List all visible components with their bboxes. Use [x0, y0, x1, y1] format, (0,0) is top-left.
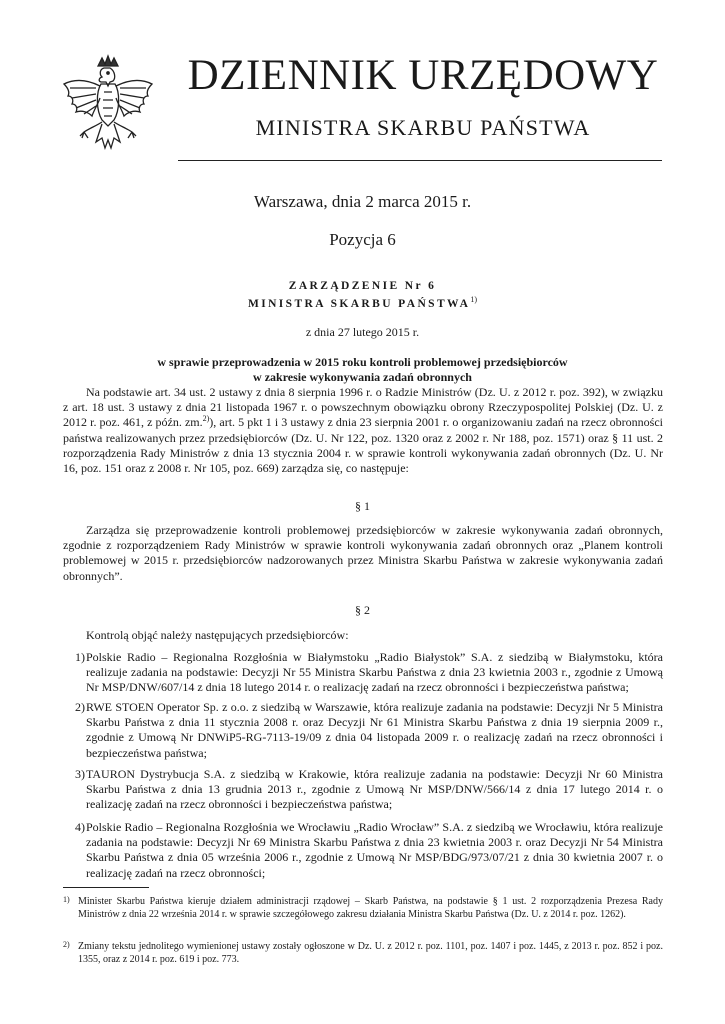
header-divider: [178, 160, 662, 161]
publication-place-date: Warszawa, dnia 2 marca 2015 r.: [253, 192, 472, 211]
list-item-text: RWE STOEN Operator Sp. z o.o. z siedzibą w Warszawie, która realizuje zadania na podstawie: Decyzji Nr 5 Ministra Skarbu Państwa z dnia 11 stycznia 2008 r. oraz Decyzji Nr 61 Ministra Skarbu Państwa z dnia 19 sierpnia 2009 r., zgodnie z Umową Nr DNWiP5-RG-7113-19/09 z dnia 04 listopada 2009 r. o realizację zadań na rzecz obronności i bezpieczeństwa państwa;: [86, 700, 663, 760]
act-subject-line-2: w zakresie wykonywania zadań obronnych: [253, 370, 472, 384]
footnote-2: [63, 940, 663, 966]
journal-subtitle: MINISTRA SKARBU PAŃSTWA: [255, 115, 591, 140]
list-item: [63, 700, 663, 761]
list-item-text: TAURON Dystrybucja S.A. z siedzibą w Krakowie, która realizuje zadania na podstawie: Decyzji Nr 60 Ministra Skarbu Państwa z dnia 13 grudnia 2013 r., zgodnie z Umową Nr MSP/DNW/566/14 z dnia 17 lutego 2014 r. o realizację zadań na rzecz obronności i bezpieczeństwa państwa;: [86, 767, 663, 812]
section-2-mark: § 2: [355, 603, 370, 617]
footnote-text: Zmiany tekstu jednolitego wymienionej ustawy zostały ogłoszone w Dz. U. z 2012 r. poz. 1101, poz. 1407 i poz. 1445, z 2013 r. poz. 852 i poz. 1355, oraz z 2014 r. poz. 619 i poz. 773.: [78, 941, 663, 965]
journal-title: DZIENNIK URZĘDOWY: [187, 52, 659, 99]
polish-eagle-emblem-icon: [58, 52, 158, 160]
act-issuer-text: MINISTRA SKARBU PAŃSTWA: [247, 297, 471, 310]
list-item: [63, 650, 663, 696]
list-item-number: 2): [75, 700, 85, 714]
act-date: z dnia 27 lutego 2015 r.: [305, 325, 420, 339]
list-item-number: 4): [75, 820, 85, 834]
position-number: Pozycja 6: [329, 230, 396, 249]
legal-basis-text-2: ), art. 5 pkt 1 i 3 ustawy z dnia 23 sierpnia 2001 r. o organizowaniu zadań na rzecz obronności państwa realizowanych przez przedsiębiorców (Dz. U. Nr 122, poz. 1320 oraz z 2002 r. Nr 188, poz. 1571) oraz § 11 ust. 2 rozporządzenia Rady Ministrów z dnia 13 stycznia 2004 r. w sprawie kontroli wykonywania zadań obronnych (Dz. U. Nr 16, poz. 151 oraz z 2008 r. Nr 105, poz. 669) zarządza się, co następuje:: [63, 415, 663, 476]
list-item-number: 1): [75, 650, 85, 664]
act-issuer-heading: [0, 295, 725, 310]
list-item-text: Polskie Radio – Regionalna Rozgłośnia we Wrocławiu „Radio Wrocław” S.A. z siedzibą we Wrocławiu, która realizuje zadania na podstawie: Decyzji Nr 69 Ministra Skarbu Państwa z dnia 23 kwietnia 2003 r. oraz Decyzji Nr 54 Ministra Skarbu Państwa z dnia 05 września 2006 r., zgodnie z Umową Nr MSP/BDG/973/07/21 z dnia 30 kwietnia 2007 r. o realizację zadań na rzecz obronności;: [86, 820, 663, 880]
legal-basis-paragraph: [63, 385, 663, 476]
section-2-intro: Kontrolą objąć należy następujących przedsiębiorców:: [86, 628, 349, 642]
list-item: [63, 767, 663, 813]
footnote-text: Minister Skarbu Państwa kieruje działem administracji rządowej – Skarb Państwa, na podstawie § 1 ust. 2 rozporządzenia Prezesa Rady Ministrów z dnia 22 września 2014 r. w sprawie szczegółowego zakresu działania Ministra Skarbu Państwa (Dz. U. z 2014 r. poz. 1262).: [78, 896, 663, 920]
footnote-ref-2[interactable]: 2): [202, 414, 210, 424]
act-subject-line-1: w sprawie przeprowadzenia w 2015 roku kontroli problemowej przedsiębiorców: [157, 355, 568, 369]
list-item: [63, 820, 663, 881]
act-subject: [120, 355, 605, 385]
footnote-mark: 1): [63, 895, 70, 904]
footnote-divider: [63, 887, 149, 888]
legal-basis-text-1: Na podstawie art. 34 ust. 2 ustawy z dnia 8 sierpnia 1996 r. o Radzie Ministrów (Dz. U. z 2012 r. poz. 392), w związku z art. 18 ust. 3 ustawy z dnia 21 listopada 1967 r. o powszechnym obowiązku obrony Rzeczypospolitej Polskiej (Dz. U. z 2012 r. poz. 461, z późn. zm.: [63, 385, 663, 430]
footnote-ref-1[interactable]: 1): [470, 295, 478, 304]
list-item-number: 3): [75, 767, 85, 781]
act-type-heading: ZARZĄDZENIE Nr 6: [288, 280, 437, 292]
section-1-mark: § 1: [355, 499, 370, 513]
footnote-mark: 2): [63, 940, 70, 949]
list-item-text: Polskie Radio – Regionalna Rozgłośnia w Białymstoku „Radio Białystok” S.A. z siedzibą w Białymstoku, która realizuje zadania na podstawie: Decyzji Nr 55 Ministra Skarbu Państwa z dnia 23 kwietnia 2003 r., zgodnie z Umową Nr MSP/DNW/607/14 z dnia 18 lutego 2014 r. o realizację zadań na rzecz obronności i bezpieczeństwa państwa;: [86, 650, 663, 695]
section-1-text: Zarządza się przeprowadzenie kontroli problemowej przedsiębiorców w zakresie wykonywania zadań obronnych, zgodnie z rozporządzeniem Rady Ministrów w sprawie kontroli wykonywania zadań obronnych oraz „Planem kontroli problemowej w 2015 r. przedsiębiorców nadzorowanych przez Ministra Skarbu Państwa w zakresie wykonywania zadań obronnych”.: [63, 523, 663, 583]
footnote-1: [63, 895, 663, 921]
